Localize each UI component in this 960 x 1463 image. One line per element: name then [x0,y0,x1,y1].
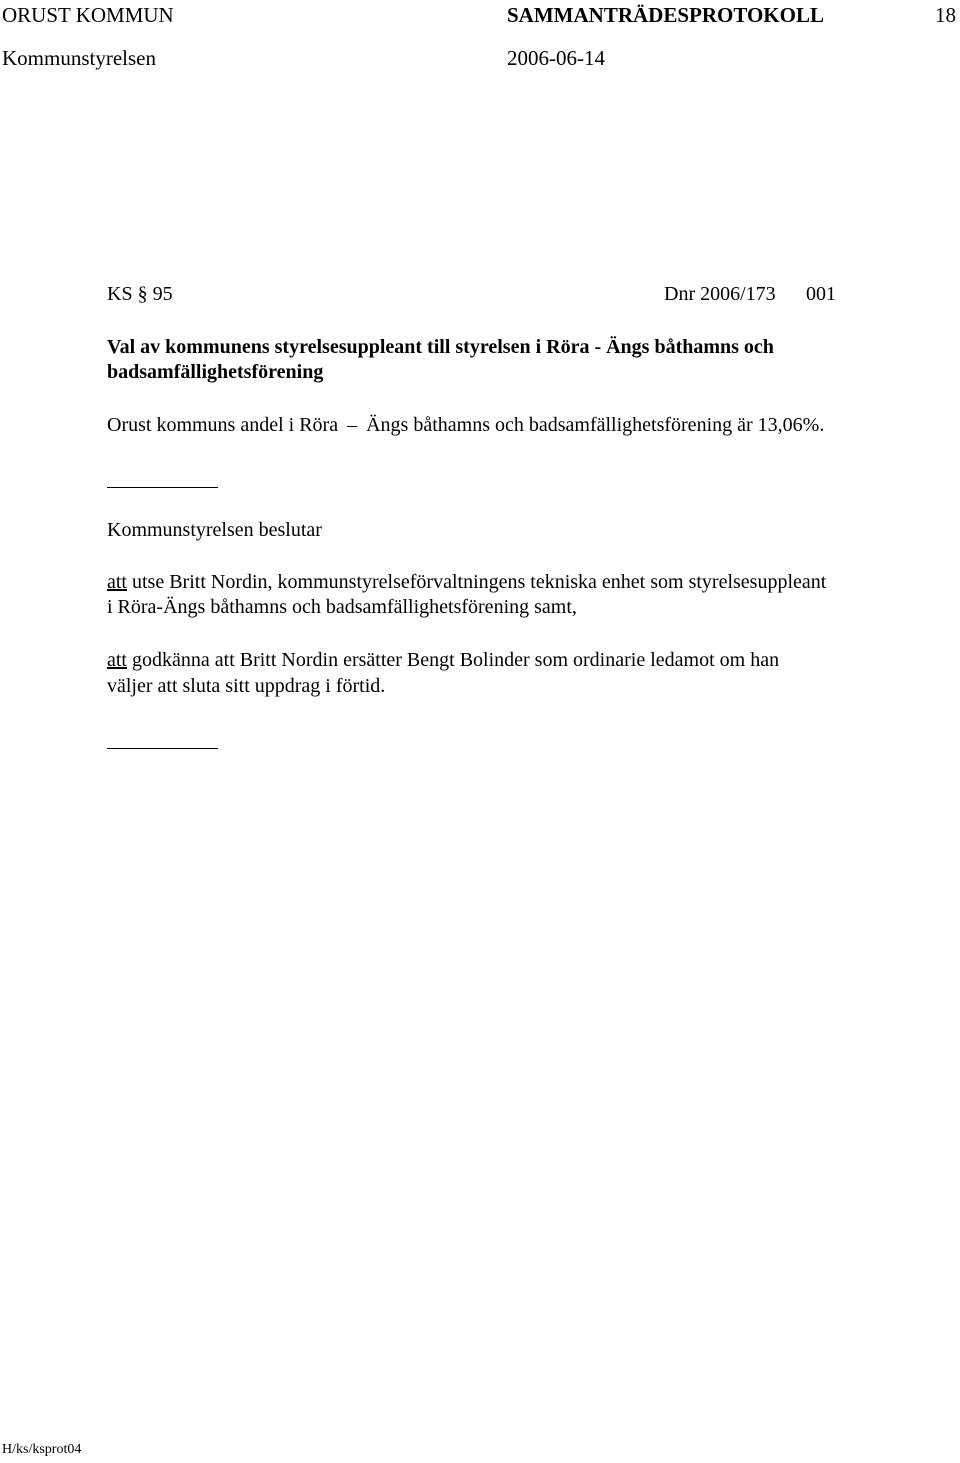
header-doc-type: SAMMANTRÄDESPROTOKOLL [507,3,824,27]
header-org: ORUST KOMMUN [2,3,174,27]
decision-heading: Kommunstyrelsen beslutar [107,519,322,541]
decision-item2-line2: väljer att sluta sitt uppdrag i förtid. [107,675,386,697]
separator-rule-bottom [107,748,218,749]
case-dnr: Dnr 2006/173 [664,283,776,305]
decision-item2-att: att [107,649,127,671]
footer-path: H/ks/ksprot04 [2,1442,82,1457]
case-intro-dash: – [347,414,358,436]
header-body: Kommunstyrelsen [2,46,156,70]
decision-item1-line1 [107,572,826,592]
decision-item2-text: godkänna att Britt Nordin ersätter Bengt Bolinder som ordinarie ledamot om han [132,649,780,671]
separator-rule-top [107,487,218,488]
decision-item2-line1 [107,650,779,670]
case-intro-part1: Orust kommuns andel i Röra [107,414,339,436]
case-ks-number: KS § 95 [107,283,173,305]
decision-item1-att: att [107,571,127,593]
case-dnr-code: 001 [806,283,836,305]
case-intro [107,415,824,435]
header-page-number: 18 [935,3,956,27]
case-intro-part2: Ängs båthamns och badsamfällighetsförening är 13,06%. [366,414,825,436]
case-title-line2: badsamfällighetsförening [107,361,324,383]
decision-item1-line2: i Röra-Ängs båthamns och badsamfällighetsförening samt, [107,596,577,618]
decision-item1-text: utse Britt Nordin, kommunstyrelseförvaltningens tekniska enhet som styrelsesuppleant [132,571,827,593]
header-date: 2006-06-14 [507,46,605,70]
case-title-line1: Val av kommunens styrelsesuppleant till styrelsen i Röra - Ängs båthamns och [107,336,774,358]
